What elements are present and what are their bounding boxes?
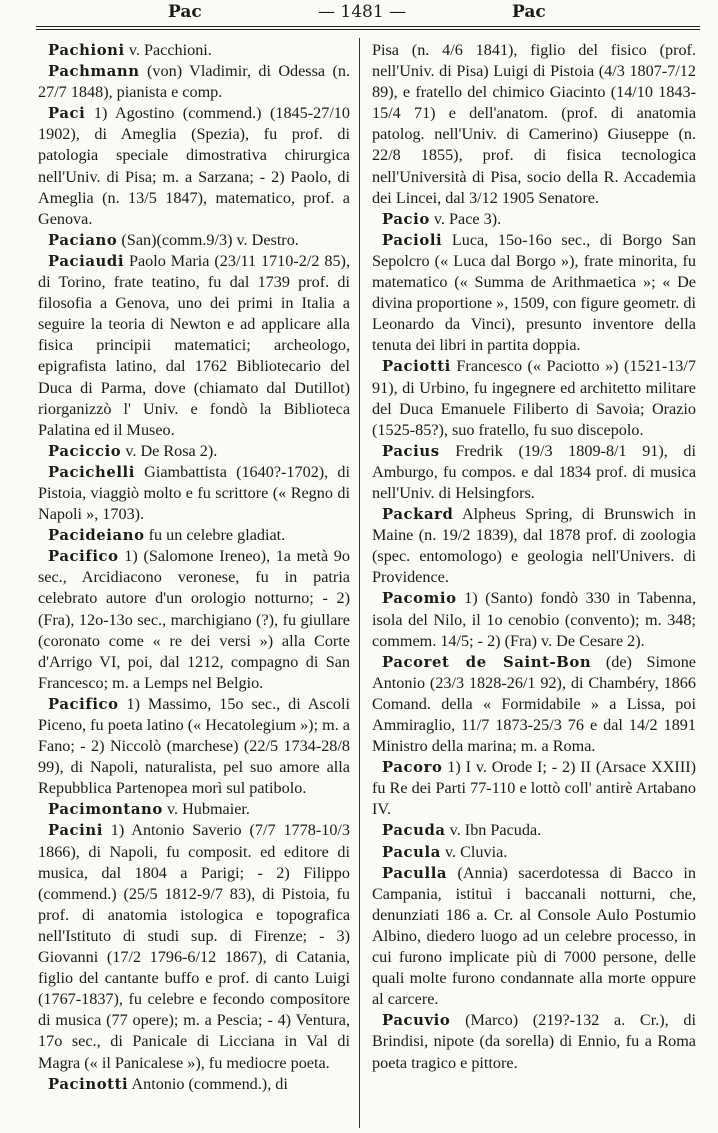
- entry-headword: Pachmann: [48, 63, 140, 81]
- entry-text: (Marco) (219?-132 a. Cr.), di Brindisi, nipote (da sorella) di Ennio, fu a Roma poeta tragico e pittore.: [372, 1011, 696, 1072]
- dictionary-entry: [372, 757, 696, 820]
- dictionary-entry: [38, 61, 350, 103]
- dictionary-entry: [38, 1074, 350, 1095]
- entry-text: 1) Massimo, 15o sec., di Ascoli Piceno, fu poeta latino (« Hecatolegium »); m. a Fano; - 2) Niccolò (marchese) (22/5 1734-28/8 99), di Napoli, naturalista, pel suo amore alla Repubblica Partenopea morì sul patibolo.: [38, 694, 350, 798]
- entry-text: fu un celebre gladiat.: [144, 526, 286, 545]
- header-rule: [36, 26, 700, 27]
- entry-text: (de) Simone Antonio (23/3 1828-26/1 92), di Chambéry, 1866 Comand. della « Formidabile » a Lissa, poi Ammiraglio, 11/7 1873-25/3 76 e dal 14/2 1891 Ministro della marina; m. a Roma.: [372, 652, 696, 756]
- dictionary-entry: [372, 230, 696, 357]
- entry-headword: Pacioli: [382, 231, 443, 249]
- entry-text: v. Pacchioni.: [124, 41, 212, 59]
- entry-headword: Pacifico: [48, 548, 119, 566]
- entry-headword: Pacoro: [382, 759, 443, 777]
- entry-text: v. Hubmaier.: [162, 800, 250, 819]
- dictionary-entry: [38, 40, 350, 61]
- entry-headword: Paci: [48, 105, 86, 123]
- entry-text: v. Pace 3).: [429, 209, 502, 228]
- dictionary-entry: [372, 209, 696, 230]
- dictionary-entry: [38, 694, 350, 799]
- entry-text: v. Ibn Pacuda.: [445, 821, 542, 840]
- dictionary-entry: [38, 462, 350, 525]
- right-column: [372, 40, 696, 1074]
- entry-text: 1) (Santo) fondò 330 in Tabenna, isola del Nilo, il 1o cenobio (convento); m. 348; commem. 14/5; - 2) (Fra) v. De Cesare 2).: [372, 589, 696, 650]
- entry-text: v. De Rosa 2).: [121, 441, 218, 460]
- page-number: — 1481 —: [318, 2, 407, 22]
- entry-headword: Pacichelli: [48, 463, 135, 481]
- entry-text: (von) Vladimir, di Odessa (n. 27/7 1848), pianista e comp.: [38, 62, 350, 102]
- running-head-left: Pac: [168, 2, 202, 22]
- dictionary-entry: [372, 652, 696, 757]
- entry-text: 1) (Salomone Ireneo), 1a metà 9o sec., Arcidiacono veronese, fu in patria celebrato autore d'un orologio notturno; - 2) (Fra), 12o-13o sec., marchigiano (?), fu giullare (coronato come « re dei versi ») alla Corte d'Arrigo VI, poi, dal 1212, compagno di San Francesco; m. a Lemps nel Belgio.: [38, 547, 350, 692]
- entry-headword: Pacimontano: [48, 801, 163, 819]
- entry-headword: Pacifico: [48, 695, 119, 713]
- entry-text: (Annia) sacerdotessa di Bacco in Campania, istituì i baccanali notturni, che, denunziati 186 a. Cr. al Console Aulo Postumio Albino, diedero luogo ad un celebre processo, in cui furono implicate più di 7000 persone, delle quali molte furono condannate alla morte oppure al carcere.: [372, 863, 696, 1009]
- entry-text: Antonio (commend.), di: [128, 1074, 288, 1093]
- entry-text: Giambattista (1640?-1702), di Pistoia, viaggiò molto e fu scrittore (« Regno di Napoli », 1703).: [38, 462, 350, 524]
- entry-headword: Pachioni: [48, 42, 125, 59]
- entry-text: 1) I v. Orode I; - 2) II (Arsace XXIII) fu Re dei Parti 77-110 e lottò coll' antirè Artabano IV.: [372, 758, 696, 819]
- dictionary-entry: [372, 588, 696, 651]
- entry-headword: Pacula: [382, 843, 441, 861]
- entry-text: Alpheus Spring, di Brunswich in Maine (n. 19/2 1839), dal 1878 prof. di zoologia (spec. entomologo) e geologia nell'Univers. di Providence.: [372, 505, 696, 587]
- column-divider: [359, 38, 360, 1128]
- entry-headword: Packard: [382, 506, 454, 524]
- dictionary-entry: [38, 799, 350, 820]
- entry-text: Fredrik (19/3 1809-8/1 91), di Amburgo, fu compos. e dal 1834 prof. di musica nell'Univ. di Helsingfors.: [372, 441, 696, 502]
- entry-headword: Pacius: [382, 442, 440, 460]
- entry-headword: Paculla: [382, 864, 448, 882]
- entry-text: Francesco (« Paciotto ») (1521-13/7 91), di Urbino, fu ingegnere ed architetto militare del Duca Emanuele Filiberto di Savoia; Orazio (1525-85?), suo fratello, fu suo discepolo.: [372, 357, 696, 439]
- page-header: [0, 0, 718, 30]
- entry-text: Pisa (n. 4/6 1841), figlio del fisico (prof. nell'Univ. di Pisa) Luigi di Pistoia (4/3 1807-7/12 89), e fratello del chimico Giacinto (14/10 1843-15/4 71) e dell'anatom. (prof. di anatomia patolog. nell'Univ. di Camerino) Giuseppe (n. 22/8 1855), prof. di fisica tecnologica nell'Università di Pisa, socio della R. Accademia dei Lincei, dal 3/12 1905 Senatore.: [372, 41, 696, 207]
- dictionary-entry: [372, 820, 696, 841]
- dictionary-entry: [38, 251, 350, 441]
- dictionary-entry: [38, 525, 350, 546]
- dictionary-entry: [372, 863, 696, 1011]
- dictionary-entry: [372, 356, 696, 440]
- entry-headword: Paciano: [48, 231, 118, 249]
- entry-headword: Pacuvio: [382, 1012, 451, 1030]
- entry-headword: Pacuda: [382, 822, 446, 840]
- entry-text: 1) Antonio Saverio (7/7 1778-10/3 1866), di Napoli, fu composit. ed editore di musica, dal 1804 a Parigi; - 2) Filippo (commend.) (25/5 1812-9/7 83), di Pistoia, fu prof. di anatomia istologica e topografica nell'Istituto di studi sup. di Firenze; - 3) Giovanni (17/2 1796-6/12 1867), di Catania, figlio del cantante buffo e prof. di canto Luigi (1767-1837), fu celebre e fecondo compositore di musica (77 opere); m. a Pescia; - 4) Ventura, 17o sec., di Panicale di Licciana in Val di Magra (« il Panicalese »), fu mediocre poeta.: [38, 821, 350, 1072]
- entry-headword: Paciaudi: [48, 252, 125, 270]
- dictionary-entry: [372, 40, 696, 209]
- entry-headword: Pacoret de Saint-Bon: [382, 653, 592, 671]
- dictionary-entry: [372, 504, 696, 588]
- dictionary-entry: [38, 103, 350, 230]
- dictionary-entry: [372, 1010, 696, 1073]
- entry-headword: Paciccio: [48, 442, 122, 460]
- entry-text: Paolo Maria (23/11 1710-2/2 85), di Torino, frate teatino, fu dal 1739 prof. di filosofia a Genova, uno dei primi in Italia a seguire la teoria di Newton e ad applicare alla fisica principii matematici; archeologo, epigrafista latino, dal 1762 Bibliotecario del Duca di Parma, dove (chiamato dal Dutillot) riorganizzò l' Univ. e fondò la Biblioteca Palatina ed il Museo.: [38, 251, 350, 439]
- entry-text: Luca, 15o-16o sec., di Borgo San Sepolcro (« Luca dal Borgo »), frate minorita, fu matematico (« Summa de Arithmaetica »; « De divina proportione », 1509, con figure geometr. di Leonardo da Vinci), presunto inventore della tenuta dei libri in partita doppia.: [372, 230, 696, 355]
- left-column: [38, 40, 350, 1095]
- entry-headword: Pacinotti: [48, 1075, 129, 1093]
- entry-text: 1) Agostino (commend.) (1845-27/10 1902), di Ameglia (Spezia), fu prof. di patologia speciale dimostrativa chirurgica nell'Univ. di Pisa; m. a Sarzana; - 2) Paolo, di Ameglia (n. 13/5 1847), matematico, prof. a Genova.: [38, 104, 350, 228]
- entry-headword: Pacini: [48, 822, 103, 840]
- entry-headword: Pacomio: [382, 590, 457, 608]
- entry-headword: Pacio: [382, 210, 430, 228]
- running-head-right: Pac: [512, 2, 546, 22]
- dictionary-entry: [38, 441, 350, 462]
- dictionary-entry: [372, 441, 696, 504]
- entry-text: (San)(comm.9/3) v. Destro.: [117, 230, 299, 249]
- dictionary-entry: [372, 842, 696, 863]
- dictionary-entry: [38, 230, 350, 251]
- entry-headword: Pacideiano: [48, 527, 145, 545]
- header-rule-thin: [36, 29, 700, 30]
- dictionary-entry: [38, 820, 350, 1073]
- entry-headword: Paciotti: [382, 358, 451, 376]
- dictionary-entry: [38, 546, 350, 694]
- entry-text: v. Cluvia.: [440, 842, 508, 861]
